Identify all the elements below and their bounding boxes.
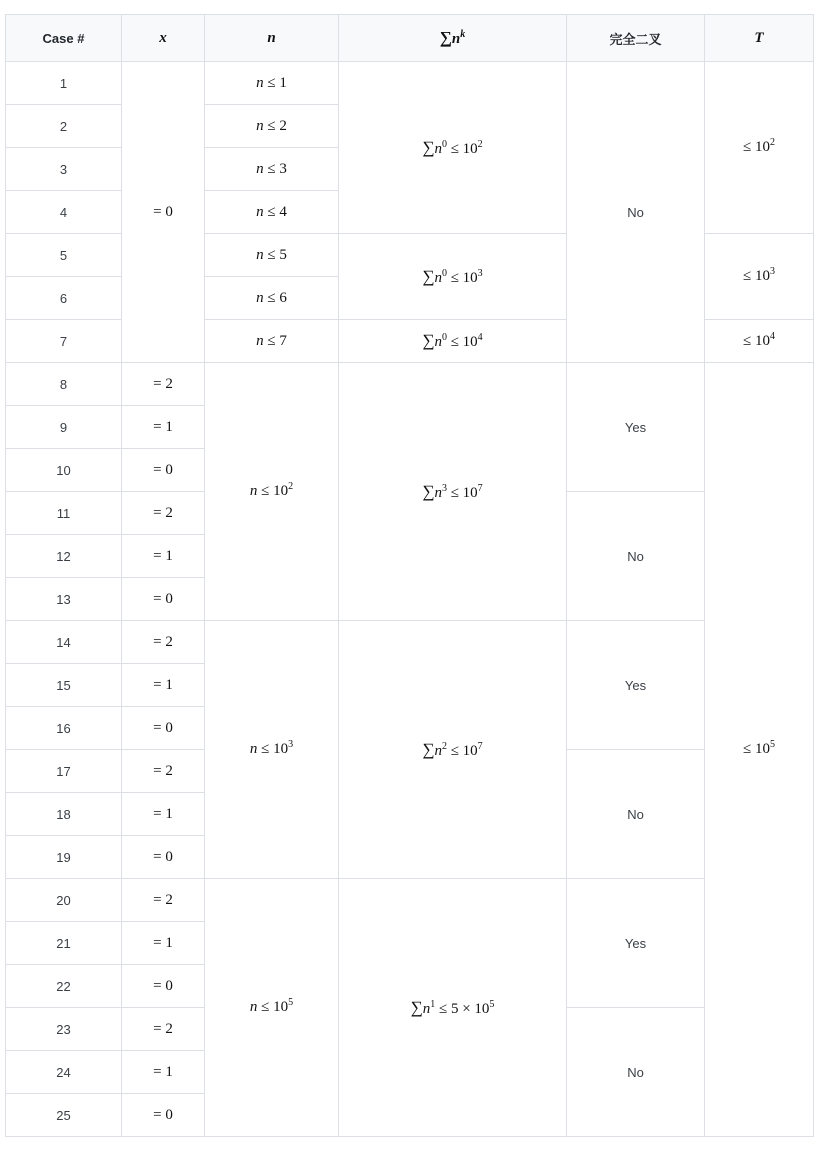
n-var: n — [256, 332, 264, 349]
t-value-cell — [705, 320, 814, 363]
n-value — [256, 75, 287, 91]
n-value — [250, 483, 293, 499]
le-sign: ≤ — [438, 1000, 451, 1017]
t-bound-base: 10 — [754, 741, 770, 757]
header-sum-symbol: ∑ — [439, 28, 452, 47]
sum-value-cell — [339, 879, 567, 1137]
eq-sign: = — [153, 805, 166, 822]
x-value — [153, 462, 173, 478]
sum-symbol: ∑ — [422, 739, 435, 759]
x-number: 1 — [165, 1063, 173, 1080]
x-value — [153, 204, 173, 220]
n-value-cell — [205, 879, 339, 1137]
case-number-cell: 10 — [6, 449, 122, 492]
x-value-cell — [122, 1008, 205, 1051]
n-var: n — [434, 140, 442, 157]
x-number: 0 — [165, 590, 173, 607]
case-number-cell: 13 — [6, 578, 122, 621]
sum-value — [422, 266, 483, 286]
n-value-cell — [205, 234, 339, 277]
case-number-cell: 20 — [6, 879, 122, 922]
header-sum-exp: k — [460, 29, 466, 40]
sum-k-exp: 3 — [441, 482, 447, 494]
sum-k-exp: 1 — [430, 998, 436, 1010]
case-number-cell: 12 — [6, 535, 122, 578]
n-var: n — [249, 483, 258, 499]
t-bound-exp: 2 — [769, 137, 775, 148]
le-sign: ≤ — [743, 332, 755, 349]
x-value-cell — [122, 535, 205, 578]
n-value-cell — [205, 277, 339, 320]
sum-k-exp: 2 — [441, 740, 447, 752]
n-var: n — [256, 289, 264, 306]
x-value-cell — [122, 406, 205, 449]
x-value — [153, 376, 173, 392]
eq-sign: = — [153, 203, 166, 220]
x-value — [153, 978, 173, 994]
le-sign: ≤ — [261, 999, 274, 1015]
n-value — [256, 333, 287, 349]
n-value-cell — [205, 621, 339, 879]
x-value — [153, 677, 173, 693]
complete-binary-cell: Yes — [567, 879, 705, 1008]
x-value-cell — [122, 363, 205, 406]
n-value-cell — [205, 105, 339, 148]
header-sum-var: n — [451, 31, 461, 47]
n-bound-base: 2 — [279, 117, 287, 134]
header-complete-binary: 完全二叉 — [567, 15, 705, 62]
case-number-cell: 21 — [6, 922, 122, 965]
n-bound-base: 10 — [273, 741, 289, 757]
sum-value-cell — [339, 62, 567, 234]
n-value-cell — [205, 363, 339, 621]
x-value-cell — [122, 664, 205, 707]
case-number-cell: 19 — [6, 836, 122, 879]
n-bound-base: 10 — [273, 999, 289, 1015]
sum-k-exp: 0 — [441, 138, 447, 150]
case-number-cell: 16 — [6, 707, 122, 750]
sum-bound-base: 10 — [462, 269, 478, 286]
table-row — [6, 879, 814, 922]
x-number: 1 — [165, 676, 173, 693]
n-var: n — [249, 999, 258, 1015]
sum-value — [410, 997, 495, 1017]
x-number: 2 — [165, 504, 173, 521]
x-number: 2 — [165, 375, 173, 392]
case-number-cell: 11 — [6, 492, 122, 535]
case-number-cell: 3 — [6, 148, 122, 191]
x-value — [153, 505, 173, 521]
eq-sign: = — [153, 461, 166, 478]
n-value — [256, 247, 287, 263]
x-value — [153, 935, 173, 951]
le-sign: ≤ — [450, 269, 463, 286]
t-bound-base: 10 — [754, 139, 770, 155]
case-number-cell: 15 — [6, 664, 122, 707]
x-value — [153, 419, 173, 435]
table-row — [6, 621, 814, 664]
sum-k-exp: 0 — [441, 267, 447, 279]
le-sign: ≤ — [450, 334, 463, 350]
n-var: n — [434, 484, 442, 501]
n-var: n — [434, 269, 442, 286]
eq-sign: = — [153, 719, 166, 736]
eq-sign: = — [153, 676, 166, 693]
n-value-cell — [205, 62, 339, 105]
le-sign: ≤ — [450, 742, 463, 759]
sum-symbol: ∑ — [422, 481, 435, 501]
x-number: 1 — [165, 805, 173, 822]
sum-value-cell — [339, 234, 567, 320]
case-number-cell: 22 — [6, 965, 122, 1008]
x-value-cell — [122, 965, 205, 1008]
x-number: 2 — [165, 891, 173, 908]
eq-sign: = — [153, 848, 166, 865]
x-value-cell — [122, 707, 205, 750]
x-value-cell — [122, 879, 205, 922]
sum-symbol: ∑ — [422, 137, 435, 157]
complete-binary-cell: No — [567, 62, 705, 363]
case-number-cell: 24 — [6, 1051, 122, 1094]
case-number-cell: 9 — [6, 406, 122, 449]
n-var: n — [256, 160, 264, 177]
n-var: n — [434, 742, 442, 759]
sum-value — [422, 331, 483, 350]
le-sign: ≤ — [267, 332, 280, 349]
n-bound-base: 3 — [279, 160, 287, 177]
x-number: 0 — [165, 461, 173, 478]
x-number: 1 — [165, 547, 173, 564]
header-x — [122, 15, 205, 62]
eq-sign: = — [153, 1020, 166, 1037]
eq-sign: = — [153, 891, 166, 908]
t-value — [743, 741, 775, 757]
n-bound-base: 10 — [273, 483, 289, 499]
complete-binary-cell: Yes — [567, 621, 705, 750]
n-bound-base: 4 — [279, 203, 287, 220]
le-sign: ≤ — [267, 74, 280, 91]
sum-bound-exp: 7 — [477, 482, 483, 494]
n-value-cell — [205, 320, 339, 363]
n-bound-base: 5 — [279, 246, 287, 263]
x-value-cell — [122, 836, 205, 879]
x-number: 2 — [165, 1020, 173, 1037]
le-sign: ≤ — [743, 741, 755, 757]
x-value — [153, 1064, 173, 1080]
case-number-cell: 25 — [6, 1094, 122, 1137]
n-var: n — [256, 246, 264, 263]
x-value — [153, 1107, 173, 1123]
sum-bound-exp: 5 — [489, 998, 495, 1010]
eq-sign: = — [153, 762, 166, 779]
case-number-cell: 8 — [6, 363, 122, 406]
x-value-cell — [122, 793, 205, 836]
header-n-var: n — [267, 29, 276, 46]
header-n — [205, 15, 339, 62]
x-value — [153, 849, 173, 865]
t-bound-base: 10 — [754, 332, 770, 349]
le-sign: ≤ — [267, 289, 280, 306]
eq-sign: = — [153, 934, 166, 951]
eq-sign: = — [153, 633, 166, 650]
eq-sign: = — [153, 977, 166, 994]
t-bound-exp: 4 — [769, 330, 775, 342]
eq-sign: = — [153, 1106, 166, 1123]
t-value-cell — [705, 62, 814, 234]
sum-bound-base: 10 — [462, 742, 478, 759]
sum-bound-exp: 4 — [477, 332, 483, 343]
n-var: n — [249, 741, 258, 757]
n-value — [250, 999, 293, 1015]
le-sign: ≤ — [267, 246, 280, 263]
x-value-cell — [122, 750, 205, 793]
t-value-cell — [705, 234, 814, 320]
t-bound-base: 10 — [754, 268, 770, 284]
le-sign: ≤ — [261, 483, 274, 499]
n-bound-base: 7 — [279, 332, 287, 349]
sum-bound-exp: 3 — [477, 267, 483, 279]
x-number: 0 — [165, 977, 173, 994]
x-value-cell — [122, 922, 205, 965]
case-number-cell: 14 — [6, 621, 122, 664]
sum-bound-exp: 2 — [477, 138, 483, 150]
n-value — [250, 741, 293, 757]
case-number-cell: 2 — [6, 105, 122, 148]
x-value-cell — [122, 578, 205, 621]
table-body — [6, 62, 814, 1137]
sum-value-cell — [339, 363, 567, 621]
t-value — [743, 268, 775, 284]
n-bound-base: 6 — [279, 289, 287, 306]
eq-sign: = — [153, 590, 166, 607]
x-number: 0 — [165, 719, 173, 736]
x-value — [153, 1021, 173, 1037]
le-sign: ≤ — [743, 139, 755, 155]
case-number-cell: 23 — [6, 1008, 122, 1051]
n-var: n — [256, 117, 264, 134]
header-sum — [339, 15, 567, 62]
n-var: n — [256, 74, 264, 91]
n-bound-exp: 5 — [288, 997, 294, 1008]
header-t — [705, 15, 814, 62]
le-sign: ≤ — [261, 741, 274, 757]
n-var: n — [422, 1000, 431, 1017]
x-number: 1 — [165, 934, 173, 951]
case-number-cell: 17 — [6, 750, 122, 793]
x-value — [153, 763, 173, 779]
sum-symbol: ∑ — [410, 997, 423, 1017]
x-number: 2 — [165, 762, 173, 779]
case-number-cell: 6 — [6, 277, 122, 320]
n-bound-exp: 2 — [288, 481, 294, 492]
x-value — [153, 591, 173, 607]
x-value — [153, 634, 173, 650]
x-value — [153, 720, 173, 736]
le-sign: ≤ — [267, 203, 280, 220]
sum-k-exp: 0 — [441, 332, 447, 343]
t-bound-exp: 5 — [769, 739, 775, 750]
case-number-cell: 18 — [6, 793, 122, 836]
x-value-cell — [122, 621, 205, 664]
n-bound-base: 1 — [279, 74, 287, 91]
times-sign: × — [462, 1000, 471, 1017]
complete-binary-cell: Yes — [567, 363, 705, 492]
x-number: 2 — [165, 633, 173, 650]
sum-value — [422, 137, 483, 157]
sum-value-cell — [339, 621, 567, 879]
table-row — [6, 62, 814, 105]
n-var: n — [256, 203, 264, 220]
constraints-table-container — [5, 14, 813, 1137]
case-number-cell: 7 — [6, 320, 122, 363]
le-sign: ≤ — [267, 160, 280, 177]
le-sign: ≤ — [743, 268, 755, 284]
complete-binary-cell: No — [567, 750, 705, 879]
sum-bound-base: 10 — [462, 484, 478, 501]
t-bound-exp: 3 — [769, 266, 775, 277]
eq-sign: = — [153, 547, 166, 564]
sum-bound-base: 10 — [462, 334, 478, 350]
le-sign: ≤ — [267, 117, 280, 134]
n-value — [256, 204, 287, 220]
x-value-cell — [122, 449, 205, 492]
n-value-cell — [205, 191, 339, 234]
sum-bound-base: 10 — [462, 140, 478, 157]
header-row — [6, 15, 814, 62]
header-case: Case # — [6, 15, 122, 62]
eq-sign: = — [153, 1063, 166, 1080]
x-number: 0 — [165, 203, 173, 220]
case-number-cell: 1 — [6, 62, 122, 105]
eq-sign: = — [153, 504, 166, 521]
n-bound-exp: 3 — [288, 739, 294, 750]
eq-sign: = — [153, 418, 166, 435]
header-t-var: T — [754, 29, 764, 46]
x-value-cell — [122, 62, 205, 363]
x-value — [153, 892, 173, 908]
t-value — [743, 330, 775, 349]
n-value — [256, 290, 287, 306]
case-number-cell: 4 — [6, 191, 122, 234]
t-value-cell — [705, 363, 814, 1137]
header-x-var: x — [159, 29, 167, 46]
x-value-cell — [122, 492, 205, 535]
sum-coef: 5 — [450, 1000, 459, 1017]
le-sign: ≤ — [450, 140, 463, 157]
n-value-cell — [205, 148, 339, 191]
x-value — [153, 806, 173, 822]
x-value-cell — [122, 1051, 205, 1094]
complete-binary-cell: No — [567, 492, 705, 621]
sum-bound-base: 10 — [474, 1000, 490, 1017]
x-number: 0 — [165, 1106, 173, 1123]
n-var: n — [434, 334, 442, 350]
constraints-table — [5, 14, 814, 1137]
t-value — [743, 139, 775, 155]
table-row — [6, 363, 814, 406]
sum-value — [422, 739, 483, 759]
x-number: 1 — [165, 418, 173, 435]
x-number: 0 — [165, 848, 173, 865]
eq-sign: = — [153, 375, 166, 392]
x-value-cell — [122, 1094, 205, 1137]
sum-symbol: ∑ — [422, 266, 435, 286]
sum-value — [422, 481, 483, 501]
sum-bound-exp: 7 — [477, 740, 483, 752]
case-number-cell: 5 — [6, 234, 122, 277]
complete-binary-cell: No — [567, 1008, 705, 1137]
x-value — [153, 548, 173, 564]
n-value — [256, 118, 287, 134]
n-value — [256, 161, 287, 177]
sum-value-cell — [339, 320, 567, 363]
sum-symbol: ∑ — [422, 331, 435, 350]
le-sign: ≤ — [450, 484, 463, 501]
